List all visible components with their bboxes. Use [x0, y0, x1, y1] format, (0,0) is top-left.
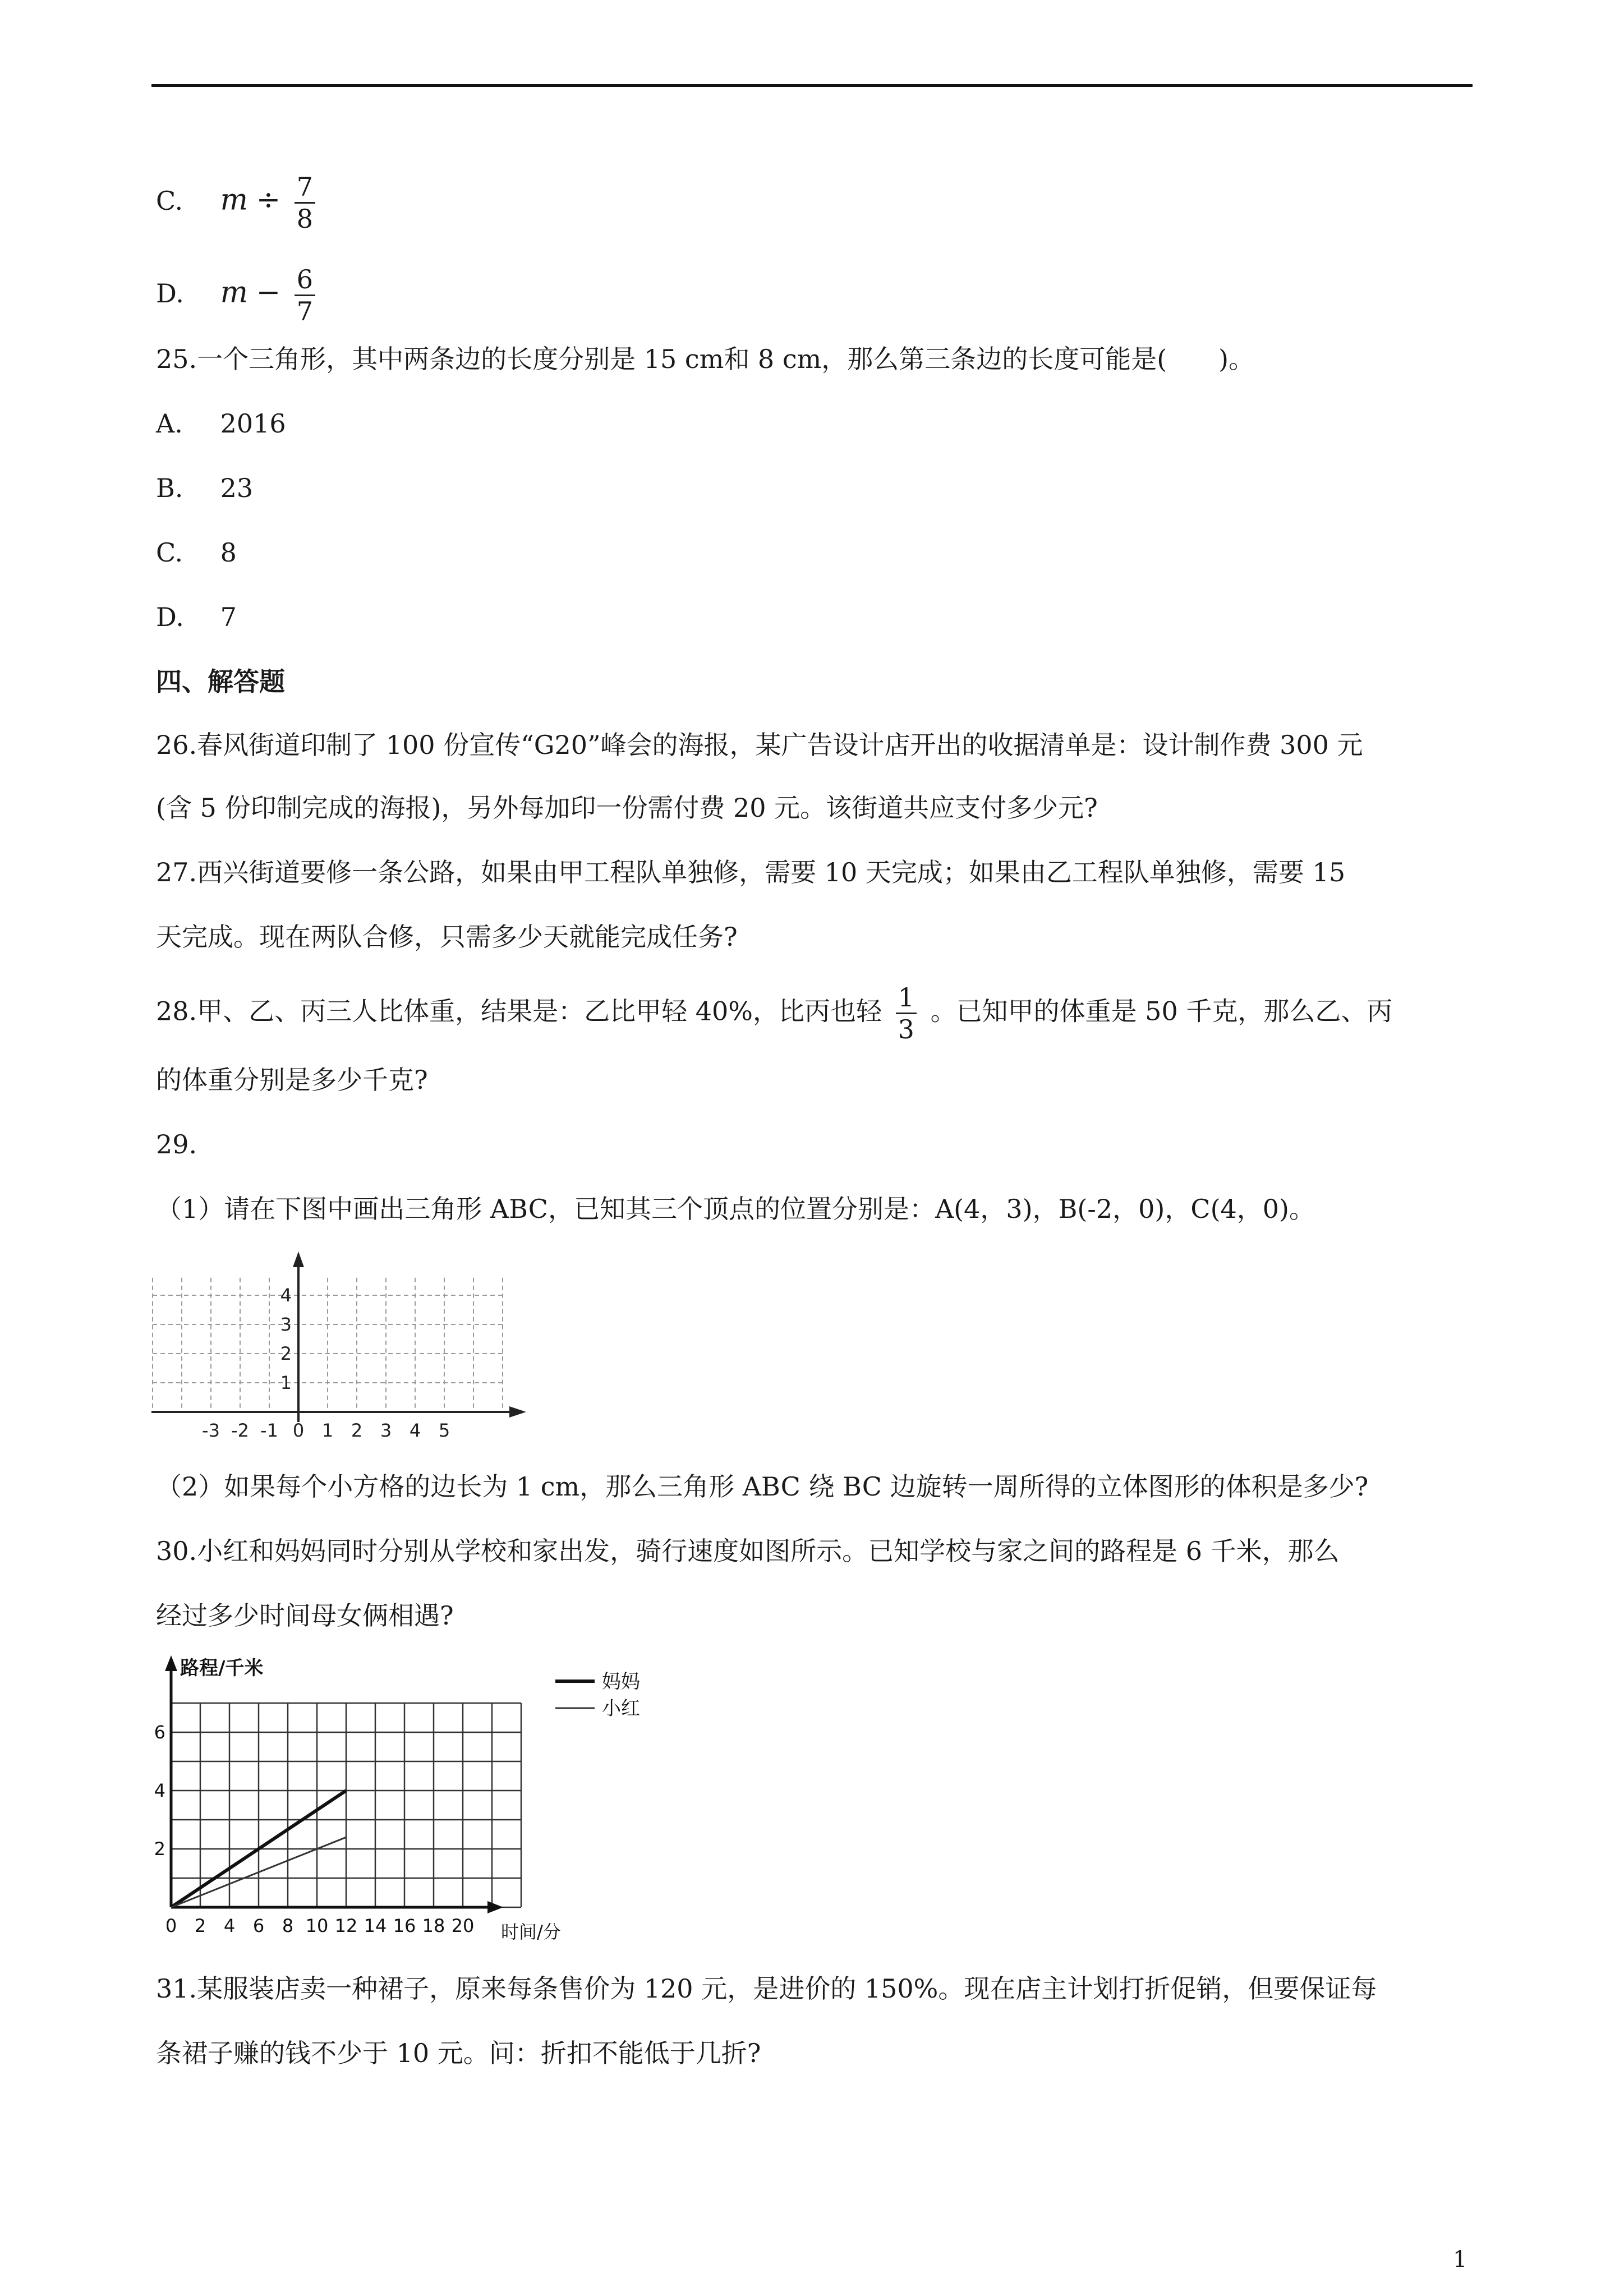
option-label: D.	[156, 602, 184, 632]
fraction-denominator: 7	[296, 296, 314, 326]
chart-x-arrow-icon	[487, 1901, 503, 1913]
chart-x-tick: 4	[223, 1915, 236, 1936]
q25-option-b	[156, 471, 253, 505]
question-28-line2: 的体重分别是多少千克?	[156, 1065, 428, 1095]
y-tick-labels	[280, 1285, 292, 1393]
question-27-line2: 天完成。现在两队合修，只需多少天就能完成任务?	[156, 922, 738, 952]
chart-y-tick: 6	[154, 1722, 165, 1743]
chart-x-tick-labels	[165, 1915, 475, 1936]
y-axis-arrow-icon	[293, 1251, 304, 1267]
grid-x-tick: 0	[292, 1420, 305, 1441]
q28-text-b: 。已知甲的体重是 50 千克，那么乙、丙	[930, 996, 1393, 1027]
chart-x-tick: 14	[364, 1915, 387, 1936]
grid-x-tick: 3	[380, 1420, 392, 1441]
fraction-numerator: 7	[295, 174, 315, 204]
fraction	[295, 174, 315, 232]
option-label: C.	[156, 537, 183, 568]
legend-label-mom: 妈妈	[602, 1671, 640, 1693]
y-axis-label: 路程/千米	[180, 1657, 264, 1680]
chart-x-tick: 6	[252, 1915, 265, 1936]
legend-label-xiaohong: 小红	[602, 1697, 640, 1720]
page-number: 1	[1453, 2247, 1467, 2272]
option-value: 7	[220, 602, 237, 632]
question-28-line1	[156, 982, 1393, 1045]
question-29-number: 29.	[156, 1129, 197, 1159]
grid-lines	[153, 1278, 503, 1412]
option-label: C.	[156, 185, 183, 216]
math-variable: m	[220, 183, 248, 217]
chart-y-tick: 2	[154, 1838, 165, 1860]
q25-option-d	[156, 600, 237, 634]
math-operator: ÷	[256, 183, 281, 217]
fraction	[295, 266, 315, 324]
option-c-prev	[156, 174, 315, 232]
grid-x-tick: -2	[231, 1420, 249, 1441]
fraction-denominator: 3	[898, 1014, 914, 1045]
chart-x-tick: 20	[451, 1915, 475, 1936]
section-heading: 四、解答题	[156, 666, 285, 697]
option-value: 8	[220, 537, 237, 568]
fraction-denominator: 8	[296, 204, 314, 234]
grid-x-tick: 2	[351, 1420, 363, 1441]
grid-x-tick: 4	[409, 1420, 421, 1441]
x-axis-label: 时间/分	[501, 1921, 561, 1943]
chart-y-tick: 4	[154, 1780, 165, 1801]
question-30-line2: 经过多少时间母女俩相遇?	[156, 1600, 454, 1631]
grid-y-tick: 3	[280, 1314, 292, 1335]
question-27-line1: 27.西兴街道要修一条公路，如果由甲工程队单独修，需要 10 天完成；如果由乙工程队单独修，需要 15	[156, 857, 1346, 887]
grid-x-tick: 5	[438, 1420, 450, 1441]
question-29-part1: （1）请在下图中画出三角形 ABC，已知其三个顶点的位置分别是：A(4，3)，B(-2，0)，C(4，0)。	[156, 1194, 1315, 1224]
question-31-line1: 31.某服装店卖一种裙子，原来每条售价为 120 元，是进价的 150%。现在店主计划打折促销，但要保证每	[156, 1973, 1377, 2004]
fraction-numerator: 6	[295, 266, 315, 296]
question-29-part2: （2）如果每个小方格的边长为 1 cm，那么三角形 ABC 绕 BC 边旋转一周所得的立体图形的体积是多少?	[156, 1471, 1369, 1502]
grid-y-tick: 2	[280, 1343, 292, 1364]
grid-y-tick: 4	[280, 1285, 292, 1306]
grid-x-tick: 1	[321, 1420, 334, 1441]
question-30-line1: 30.小红和妈妈同时分别从学校和家出发，骑行速度如图所示。已知学校与家之间的路程是 6 千米，那么	[156, 1536, 1340, 1566]
math-variable: m	[220, 275, 248, 310]
chart-x-tick: 10	[305, 1915, 329, 1936]
x-tick-labels	[202, 1420, 450, 1441]
chart-legend	[555, 1671, 640, 1720]
q25-option-c	[156, 536, 237, 569]
fraction	[896, 982, 917, 1045]
grid-x-tick: -3	[202, 1420, 220, 1441]
chart-y-arrow-icon	[165, 1655, 177, 1671]
math-operator: −	[256, 275, 281, 310]
option-value: 23	[220, 473, 254, 503]
grid-x-tick: -1	[260, 1420, 278, 1441]
fraction-numerator: 1	[896, 984, 917, 1014]
chart-y-tick-labels	[154, 1722, 165, 1860]
option-d-prev	[156, 266, 315, 324]
x-axis-arrow-icon	[509, 1406, 526, 1418]
q25-option-a	[156, 407, 286, 440]
question-25: 25.一个三角形，其中两条边的长度分别是 15 cm和 8 cm，那么第三条边的长度可能是( )。	[156, 344, 1255, 374]
option-label: D.	[156, 278, 184, 309]
question-26-line1: 26.春风街道印制了 100 份宣传“G20”峰会的海报，某广告设计店开出的收据清单是：设计制作费 300 元	[156, 730, 1363, 760]
option-label: B.	[156, 473, 183, 503]
grid-y-tick: 1	[280, 1372, 292, 1393]
chart-x-tick: 2	[194, 1915, 206, 1936]
chart-x-tick: 0	[165, 1915, 177, 1936]
option-label: A.	[156, 408, 183, 439]
chart-grid	[171, 1703, 521, 1907]
q28-text-a: 28.甲、乙、丙三人比体重，结果是：乙比甲轻 40%，比丙也轻	[156, 996, 882, 1027]
question-31-line2: 条裙子赚的钱不少于 10 元。问：折扣不能低于几折?	[156, 2038, 761, 2068]
option-value: 2016	[220, 408, 286, 439]
chart-x-tick: 18	[422, 1915, 445, 1936]
coordinate-grid	[151, 1248, 533, 1450]
chart-x-tick: 12	[334, 1915, 358, 1936]
speed-chart	[149, 1652, 665, 1949]
chart-x-tick: 8	[282, 1915, 294, 1936]
chart-x-tick: 16	[393, 1915, 416, 1936]
header-rule	[151, 84, 1473, 87]
question-26-line2: (含 5 份印制完成的海报)，另外每加印一份需付费 20 元。该街道共应支付多少元?	[156, 793, 1098, 823]
